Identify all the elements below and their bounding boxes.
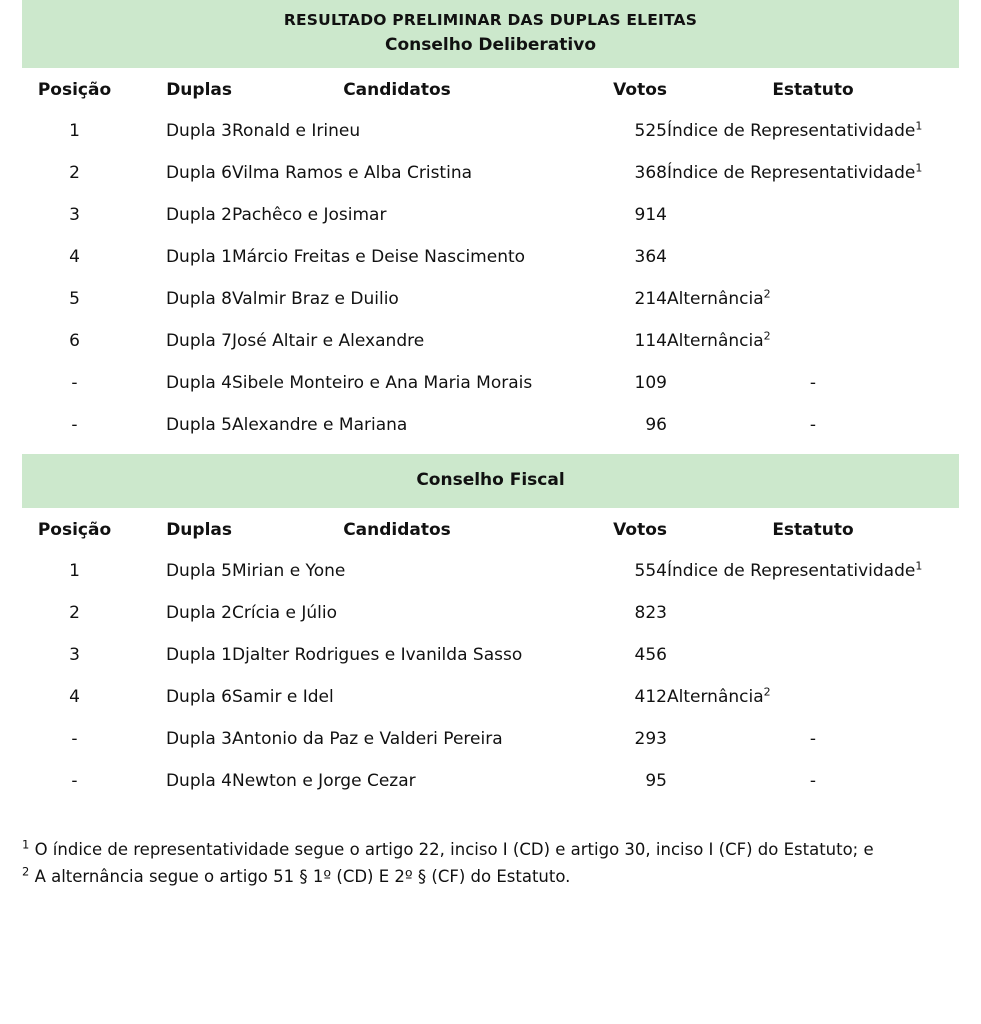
footnote-text-2: A alternância segue o artigo 51 § 1º (CD) E 2º § (CF) do Estatuto.	[29, 866, 571, 886]
column-header-duplas: Duplas	[166, 80, 232, 101]
cell-estatuto-footnote-marker: 2	[763, 287, 771, 301]
cell-dupla: Dupla 5	[165, 415, 232, 436]
column-header-posicao: Posição	[37, 519, 112, 540]
cell-votos: 109	[634, 373, 667, 394]
cell-dupla: Dupla 6	[165, 686, 232, 707]
spacer	[22, 446, 959, 454]
cell-candidatos: Sibele Monteiro e Ana Maria Morais	[232, 373, 533, 394]
cell-estatuto	[667, 550, 959, 592]
cell-posicao: 5	[69, 289, 80, 310]
cell-dupla: Dupla 2	[165, 205, 232, 226]
cell-posicao: 1	[69, 121, 80, 142]
cell-candidatos: Alexandre e Mariana	[232, 415, 408, 436]
cell-candidatos: Newton e Jorge Cezar	[232, 770, 416, 791]
cell-dupla: Dupla 3	[165, 728, 232, 749]
cell-estatuto-text: -	[809, 373, 817, 394]
cell-votos: 96	[645, 415, 667, 436]
cell-votos: 364	[634, 247, 667, 268]
column-header-votos: Votos	[613, 519, 667, 540]
cell-dupla: Dupla 2	[165, 602, 232, 623]
cell-posicao: -	[71, 415, 78, 436]
cell-dupla: Dupla 7	[165, 331, 232, 352]
cell-estatuto-text: -	[809, 770, 817, 791]
cell-votos: 214	[634, 289, 667, 310]
cell-candidatos: Samir e Idel	[232, 686, 334, 707]
cell-candidatos: Djalter Rodrigues e Ivanilda Sasso	[232, 644, 523, 665]
column-header-estatuto: Estatuto	[772, 519, 854, 540]
cell-posicao: 3	[69, 205, 80, 226]
column-header-estatuto: Estatuto	[772, 80, 854, 101]
cell-estatuto	[667, 110, 959, 152]
cell-estatuto	[667, 634, 959, 676]
table-header-row	[22, 508, 959, 550]
cell-estatuto	[667, 320, 959, 362]
cell-posicao: 3	[69, 644, 80, 665]
table-row	[22, 760, 959, 802]
cell-estatuto	[667, 152, 959, 194]
cell-votos: 95	[645, 770, 667, 791]
column-header-duplas: Duplas	[166, 519, 232, 540]
table-row	[22, 676, 959, 718]
cell-candidatos: José Altair e Alexandre	[232, 331, 425, 352]
cell-dupla: Dupla 6	[165, 163, 232, 184]
cell-votos: 554	[634, 560, 667, 581]
cell-estatuto-footnote-marker: 1	[915, 559, 923, 573]
cell-posicao: -	[71, 373, 78, 394]
main-title: RESULTADO PRELIMINAR DAS DUPLAS ELEITAS	[283, 11, 698, 29]
cell-posicao: -	[71, 728, 78, 749]
cell-estatuto-text: Índice de Representatividade	[667, 121, 916, 142]
table-conselho-fiscal	[22, 508, 959, 802]
table-row	[22, 404, 959, 446]
table-row	[22, 634, 959, 676]
cell-estatuto-text: -	[809, 728, 817, 749]
cell-posicao: 2	[69, 163, 80, 184]
cell-candidatos: Márcio Freitas e Deise Nascimento	[232, 247, 526, 268]
footnote-marker-2: 2	[22, 864, 30, 879]
cell-estatuto	[667, 404, 959, 446]
cell-dupla: Dupla 8	[165, 289, 232, 310]
footnote-2	[22, 863, 959, 890]
table-header-row	[22, 68, 959, 110]
cell-votos: 412	[634, 686, 667, 707]
column-header-posicao: Posição	[37, 80, 112, 101]
cell-votos: 914	[634, 205, 667, 226]
table-row	[22, 592, 959, 634]
cell-estatuto-footnote-marker: 2	[763, 329, 771, 343]
section-title-fiscal: Conselho Fiscal	[416, 470, 565, 491]
cell-estatuto	[667, 194, 959, 236]
section-title-deliberativo: Conselho Deliberativo	[385, 35, 596, 56]
cell-estatuto	[667, 236, 959, 278]
cell-dupla: Dupla 3	[165, 121, 232, 142]
cell-estatuto	[667, 718, 959, 760]
cell-posicao: 2	[69, 602, 80, 623]
cell-posicao: 1	[69, 560, 80, 581]
cell-candidatos: Crícia e Júlio	[232, 602, 337, 623]
cell-posicao: -	[71, 770, 78, 791]
footnote-text-1: O índice de representatividade segue o artigo 22, inciso I (CD) e artigo 30, inciso I (CF) do Estatuto; e	[29, 839, 874, 859]
cell-votos: 368	[634, 163, 667, 184]
table-row	[22, 320, 959, 362]
cell-candidatos: Valmir Braz e Duilio	[232, 289, 399, 310]
table-row	[22, 718, 959, 760]
column-header-votos: Votos	[613, 80, 667, 101]
cell-candidatos: Pachêco e Josimar	[232, 205, 387, 226]
cell-estatuto-text: Alternância	[667, 331, 764, 352]
cell-estatuto	[667, 676, 959, 718]
table-row	[22, 236, 959, 278]
column-header-candidatos: Candidatos	[343, 519, 451, 540]
cell-candidatos: Ronald e Irineu	[232, 121, 361, 142]
cell-dupla: Dupla 1	[165, 644, 232, 665]
cell-votos: 823	[634, 602, 667, 623]
cell-posicao: 4	[69, 686, 80, 707]
cell-candidatos: Vilma Ramos e Alba Cristina	[232, 163, 473, 184]
table-conselho-deliberativo	[22, 68, 959, 446]
cell-candidatos: Antonio da Paz e Valderi Pereira	[232, 728, 503, 749]
cell-candidatos: Mirian e Yone	[232, 560, 346, 581]
cell-estatuto-text: Alternância	[667, 686, 764, 707]
table-row	[22, 362, 959, 404]
cell-votos: 456	[634, 644, 667, 665]
table-row	[22, 110, 959, 152]
cell-estatuto	[667, 362, 959, 404]
table-row	[22, 550, 959, 592]
cell-estatuto-text: Índice de Representatividade	[667, 560, 916, 581]
column-header-candidatos: Candidatos	[343, 80, 451, 101]
cell-dupla: Dupla 5	[165, 560, 232, 581]
cell-estatuto	[667, 760, 959, 802]
cell-estatuto-text: Alternância	[667, 289, 764, 310]
cell-estatuto-footnote-marker: 1	[915, 119, 923, 133]
cell-estatuto	[667, 278, 959, 320]
cell-votos: 114	[634, 331, 667, 352]
cell-estatuto-text: -	[809, 415, 817, 436]
main-title-band	[22, 0, 959, 68]
cell-dupla: Dupla 4	[165, 373, 232, 394]
cell-dupla: Dupla 1	[165, 247, 232, 268]
cell-estatuto-footnote-marker: 2	[763, 685, 771, 699]
table-row	[22, 194, 959, 236]
cell-estatuto	[667, 592, 959, 634]
cell-posicao: 6	[69, 331, 80, 352]
cell-votos: 293	[634, 728, 667, 749]
cell-votos: 525	[634, 121, 667, 142]
cell-posicao: 4	[69, 247, 80, 268]
footnote-1	[22, 836, 959, 863]
cell-estatuto-text: Índice de Representatividade	[667, 163, 916, 184]
section-title-fiscal-band	[22, 454, 959, 507]
cell-estatuto-footnote-marker: 1	[915, 161, 923, 175]
table-row	[22, 152, 959, 194]
footnote-marker-1: 1	[22, 837, 30, 852]
table-row	[22, 278, 959, 320]
footnotes	[22, 836, 959, 890]
cell-dupla: Dupla 4	[165, 770, 232, 791]
